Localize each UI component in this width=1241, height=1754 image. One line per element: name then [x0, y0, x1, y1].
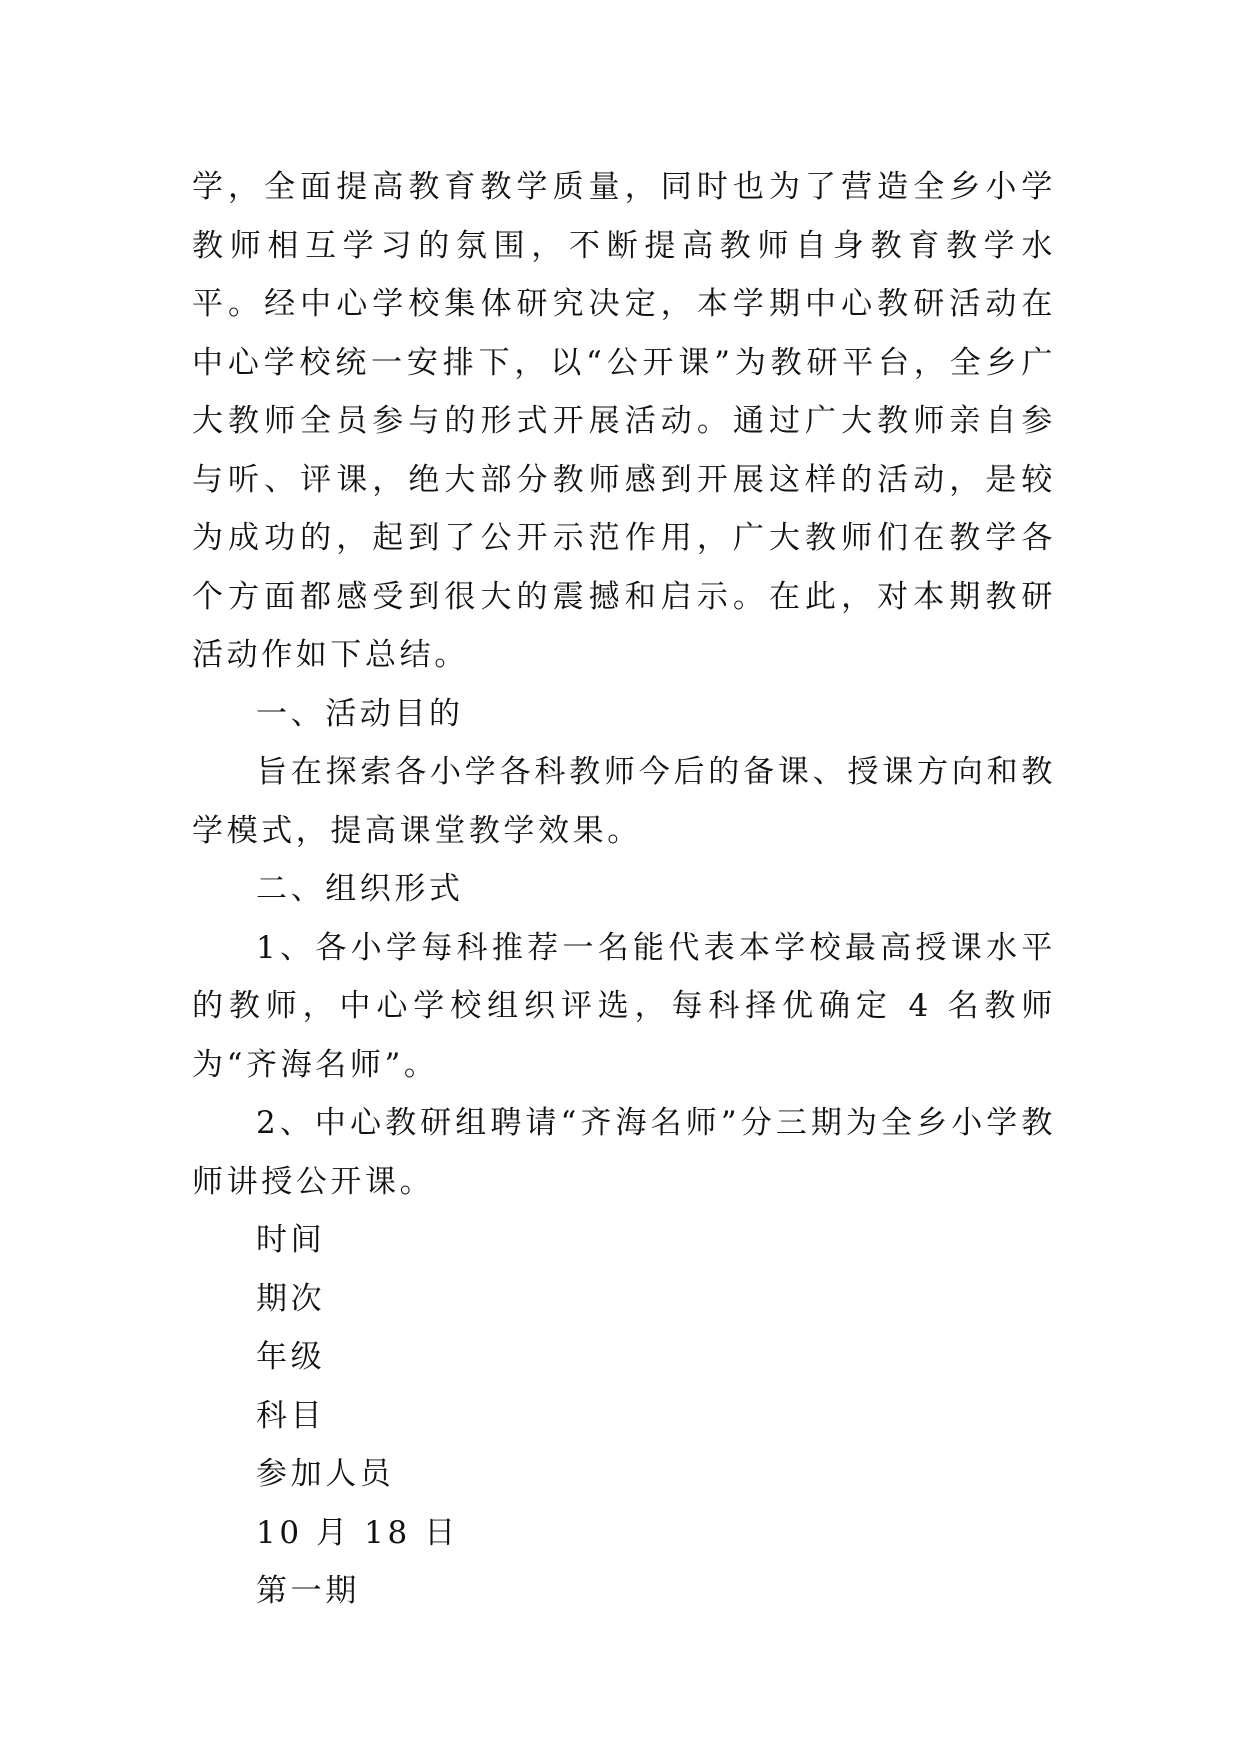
table-cell-first-period: 第一期	[256, 1573, 360, 1609]
paragraph-item-1: 1、各小学每科推荐一名能代表本学校最高授课水平的教师，中心学校组织评选，每科择优确定 4 名教师为“齐海名师”。	[192, 929, 1056, 1083]
table-cell-grade: 年级	[256, 1339, 326, 1375]
paragraph-intro: 学，全面提高教育教学质量，同时也为了营造全乡小学教师相互学习的氛围，不断提高教师自身教育教学水平。经中心学校集体研究决定，本学期中心教研活动在中心学校统一安排下，以“公开课”为教研平台，全乡广大教师全员参与的形式开展活动。通过广大教师亲自参与听、评课，绝大部分教师感到开展这样的活动，是较为成功的，起到了公开示范作用，广大教师们在教学各个方面都感受到很大的震撼和启示。在此，对本期教研活动作如下总结。	[192, 169, 1056, 673]
heading-organization-form: 二、组织形式	[256, 871, 464, 907]
table-cell-date: 10 月 18 日	[256, 1514, 459, 1551]
table-cell-time: 时间	[256, 1222, 326, 1258]
table-cell-participants: 参加人员	[256, 1456, 395, 1492]
paragraph-purpose: 旨在探索各小学各科教师今后的备课、授课方向和教学模式，提高课堂教学效果。	[192, 754, 1056, 849]
heading-activity-purpose: 一、活动目的	[256, 695, 464, 732]
document-body	[192, 158, 1056, 1621]
paragraph-item-2: 2、中心教研组聘请“齐海名师”分三期为全乡小学教师讲授公开课。	[192, 1105, 1056, 1200]
table-cell-period: 期次	[256, 1280, 326, 1317]
table-cell-subject: 科目	[256, 1397, 326, 1434]
